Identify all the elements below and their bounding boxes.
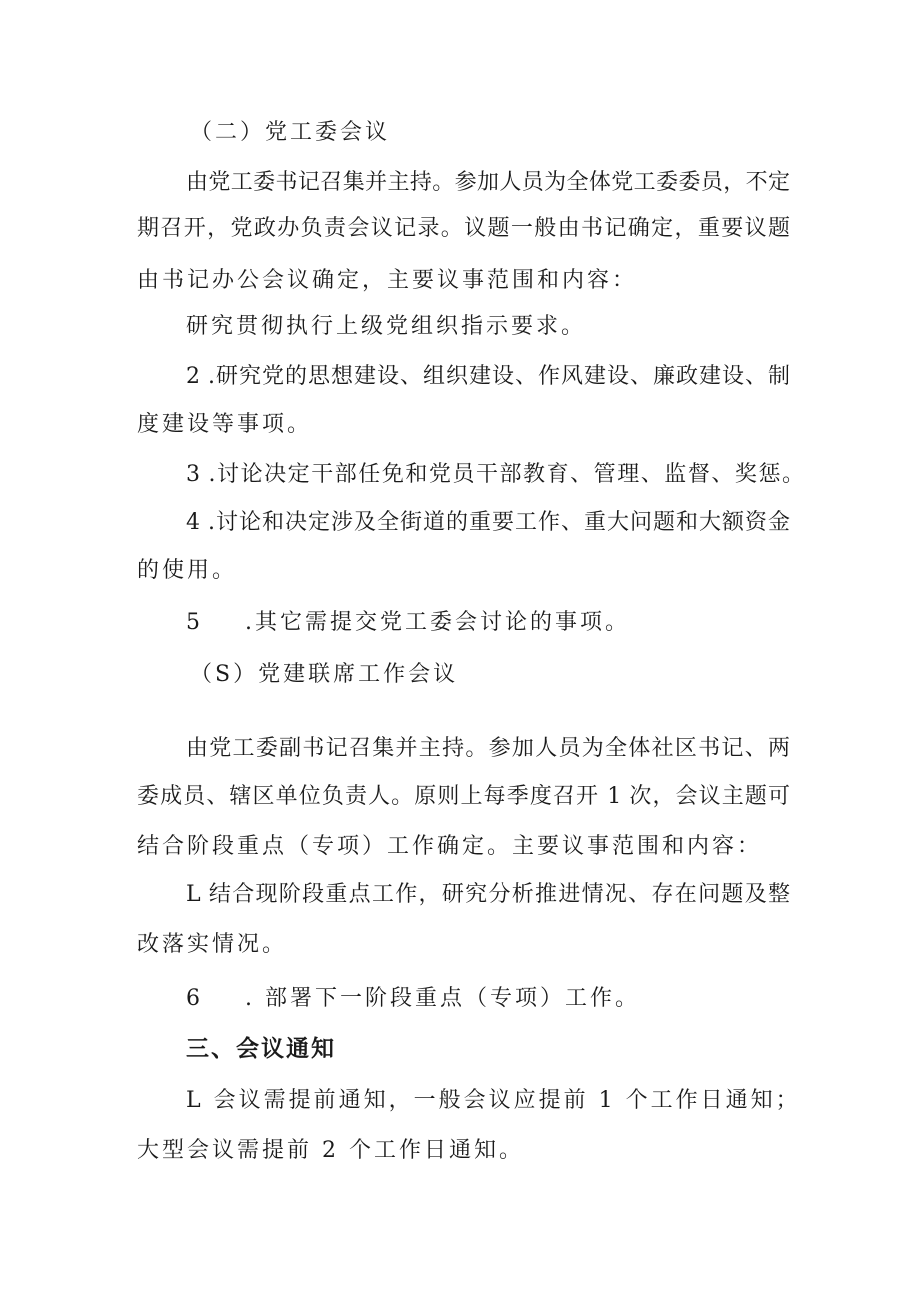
- list-item: 研究贯彻执行上级党组织指示要求。: [186, 314, 587, 339]
- list-number: 6: [186, 986, 200, 1011]
- list-item-continuation: 的使用。: [137, 558, 238, 583]
- list-item: 4 .讨论和决定涉及全街道的重要工作、重大问题和大额资金: [186, 510, 790, 535]
- list-item-number: [186, 984, 200, 1014]
- list-item: 2 .研究党的思想建设、组织建设、作风建设、廉政建设、制: [186, 364, 790, 389]
- section-heading-meeting-notice: 三、会议通知: [186, 1036, 336, 1062]
- list-item: 3 .讨论决定干部任免和党员干部教育、管理、监督、奖惩。: [186, 462, 804, 487]
- paragraph-line: 结合阶段重点（专项）工作确定。主要议事范围和内容：: [137, 834, 763, 859]
- list-item-continuation: 改落实情况。: [137, 932, 288, 957]
- paragraph-line: 期召开，党政办负责会议记录。议题一般由书记确定，重要议题: [137, 216, 790, 241]
- list-item-number: [186, 608, 200, 638]
- paragraph-line: 由党工委副书记召集并主持。参加人员为全体社区书记、两: [186, 736, 790, 761]
- list-item-continuation: 大型会议需提前 2 个工作日通知。: [137, 1138, 524, 1163]
- list-item: L 结合现阶段重点工作，研究分析推进情况、存在问题及整: [186, 882, 790, 907]
- list-item: .其它需提交党工委会讨论的事项。: [245, 610, 630, 635]
- paragraph-line: 由党工委书记召集并主持。参加人员为全体党工委委员，不定: [186, 170, 790, 195]
- subsection-heading-joint-meeting: （S）党建联席工作会议: [190, 662, 459, 687]
- paragraph-line: 由书记办公会议确定，主要议事范围和内容：: [137, 268, 638, 293]
- list-item: . 部署下一阶段重点（专项）工作。: [245, 986, 640, 1011]
- paragraph-line: 委成员、辖区单位负责人。原则上每季度召开 1 次，会议主题可: [137, 784, 790, 809]
- list-number: 5: [186, 610, 200, 635]
- subsection-heading-party-committee-meeting: （二）党工委会议: [190, 120, 391, 145]
- list-item: L 会议需提前通知，一般会议应提前 1 个工作日通知；: [186, 1088, 801, 1113]
- list-item-continuation: 度建设等事项。: [137, 412, 313, 437]
